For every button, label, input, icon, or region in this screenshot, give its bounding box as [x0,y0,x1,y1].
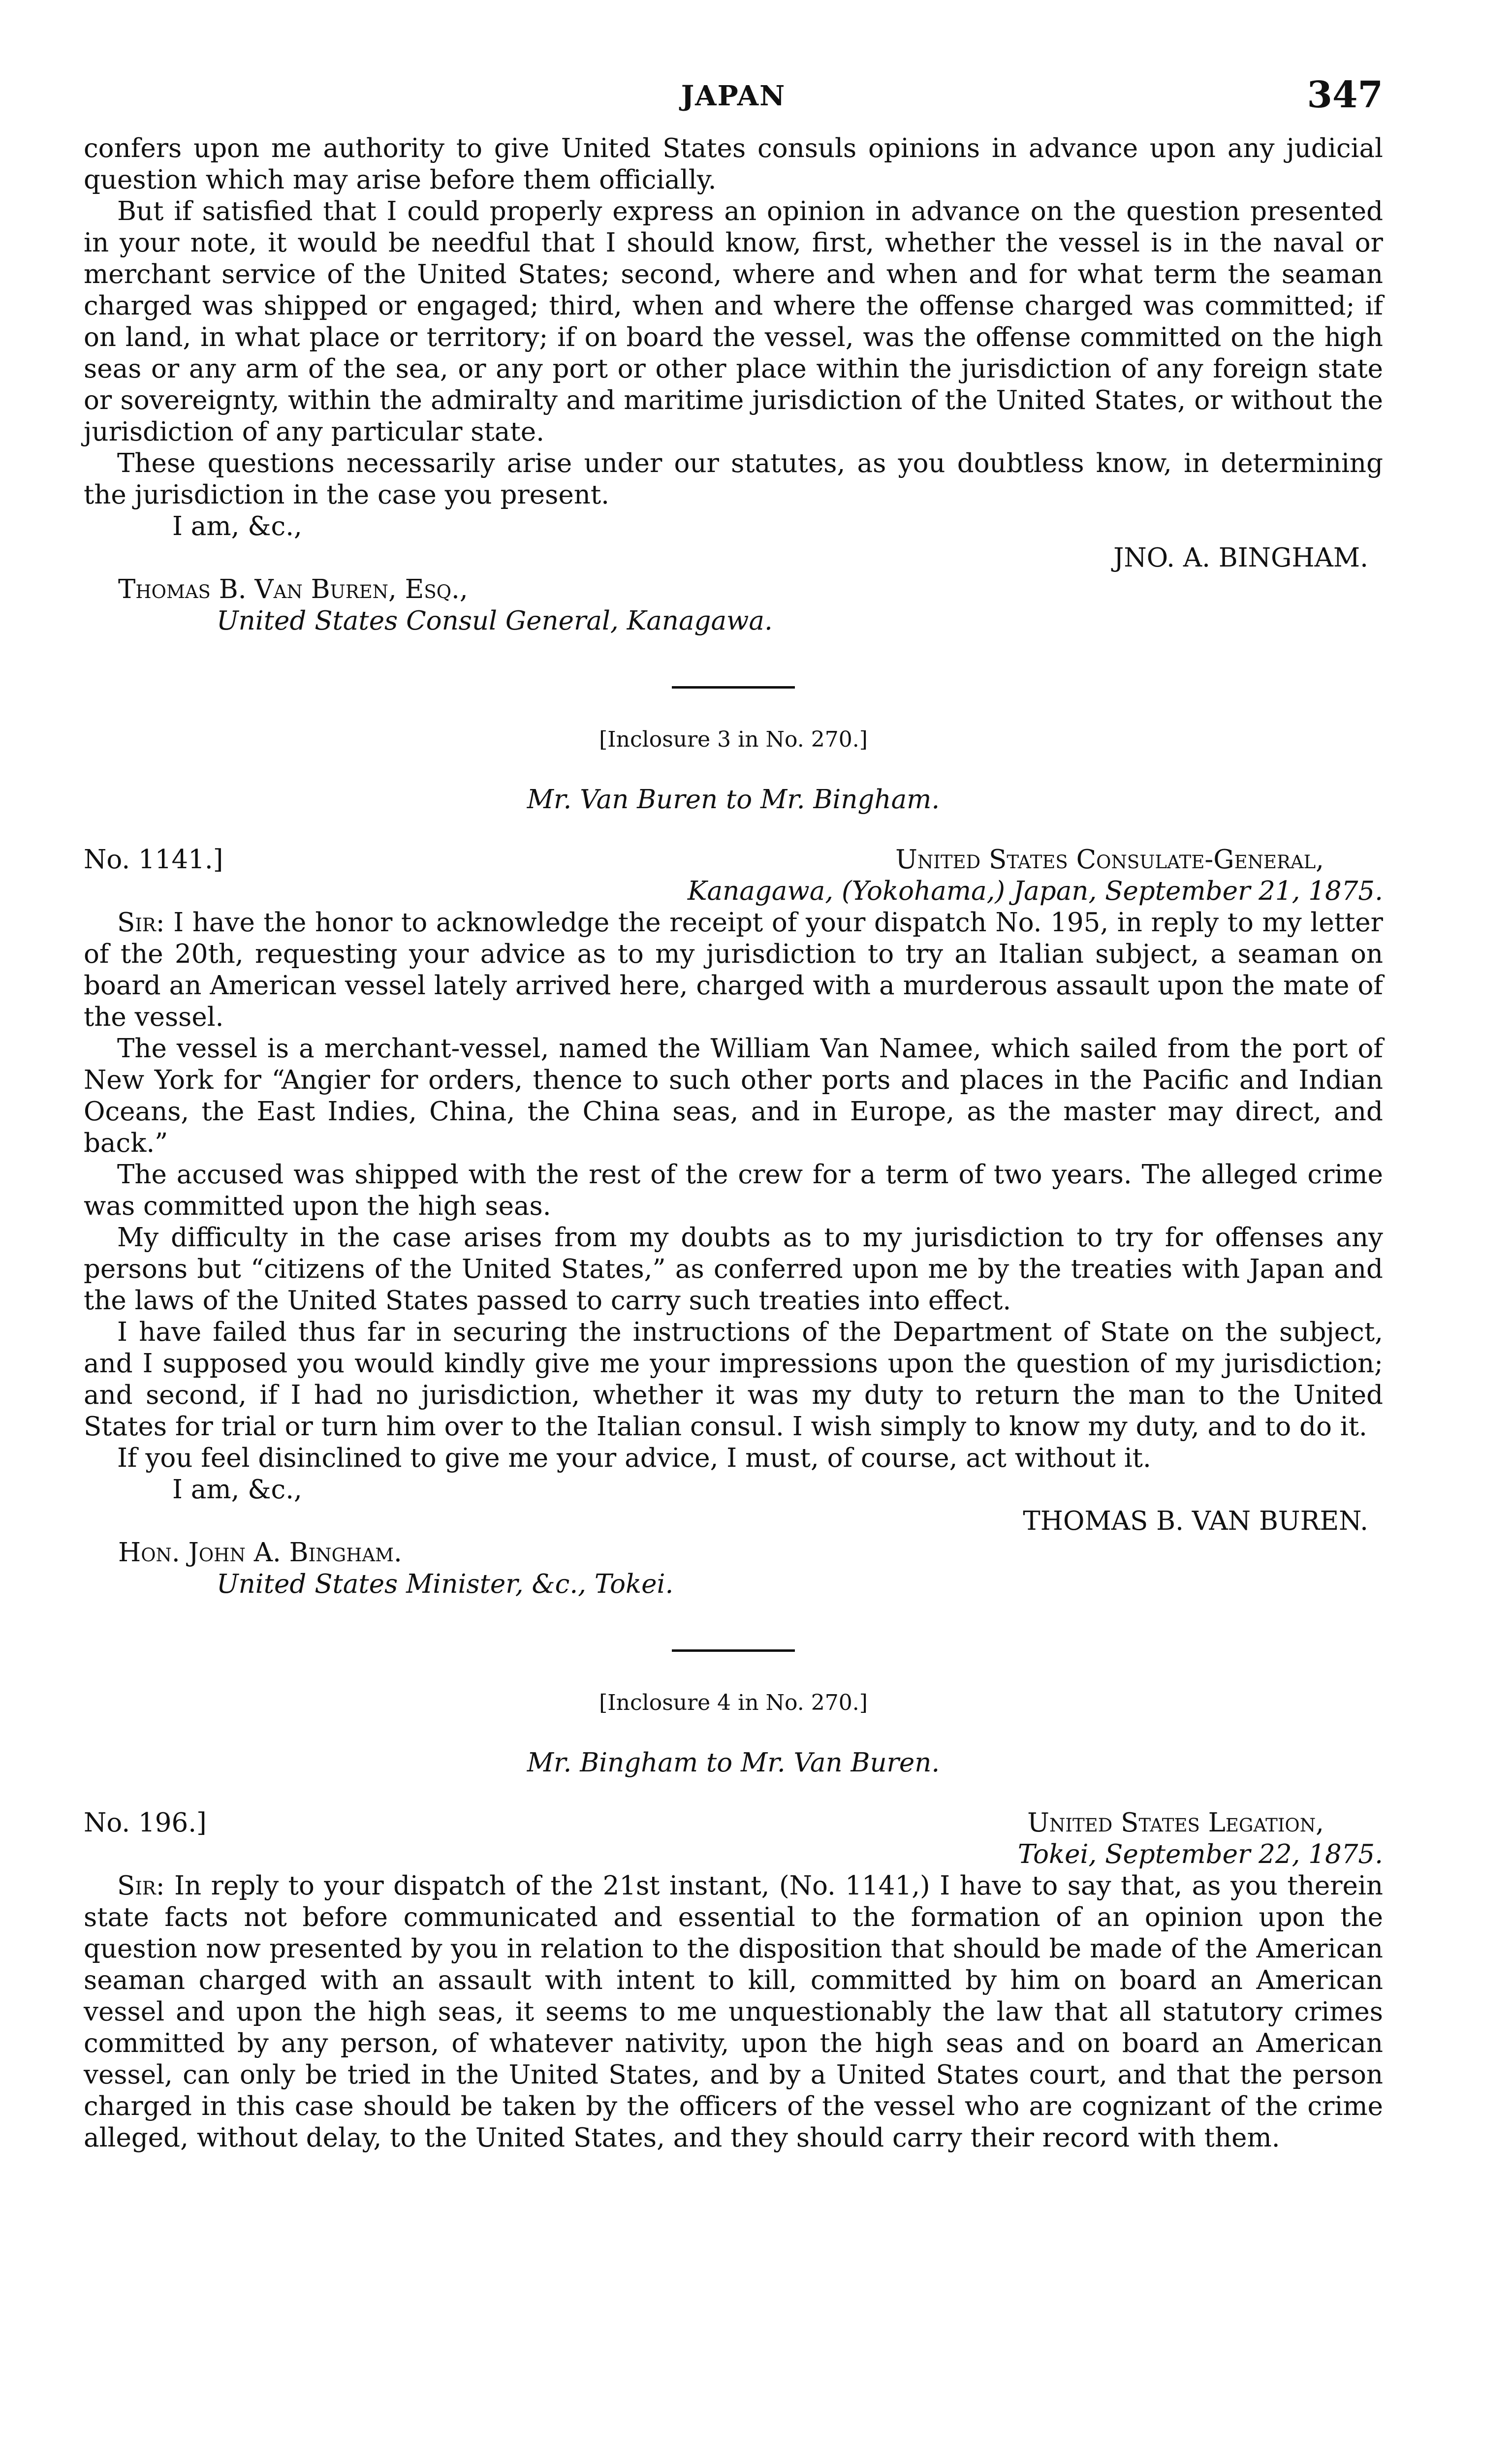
closing: I am, &c., [172,511,302,541]
addressee: Thomas B. Van Buren, Esq., [118,574,468,604]
document-page [84,74,1383,2154]
signature: THOMAS B. VAN BUREN. [1023,1506,1368,1536]
paragraph: The vessel is a merchant-vessel, named the William Van Namee, which sailed from the port of New York for “Angier for orders, thence to such other ports and places in the Pacific and Indian Oceans, the East Indies, China, the China seas, and in Europe, as the master may direct, and back.” [84,1034,1383,1158]
paragraph: confers upon me authority to give United States consuls opinions in advance upon any judicial question which may arise before them officially. [84,133,1383,195]
dateline [84,1807,1383,1870]
running-title: JAPAN [681,80,786,112]
dispatch-number: No. 1141.] [84,845,223,875]
paragraph: My difficulty in the case arises from my doubts as to my jurisdiction to try for offenses any persons but “citizens of the United States,” as conferred upon me by the treaties with Japan and the laws of the United States passed to carry such treaties into effect. [84,1223,1383,1316]
section-divider [672,1649,795,1652]
office-name: United States Consulate-General, [895,845,1324,875]
paragraph: These questions necessarily arise under our statutes, as you doubtless know, in determining the jurisdiction in the case you present. [84,448,1383,510]
addressee-title: United States Consul General, Kanagawa. [217,606,773,636]
salutation: Sir: [117,1871,165,1901]
page-header [84,74,1383,133]
office-name: United States Legation, [1027,1808,1324,1838]
letter-title: Mr. Van Buren to Mr. Bingham. [527,785,940,815]
inclosure-4 [84,1690,1383,2154]
signature: JNO. A. BINGHAM. [1113,543,1368,573]
addressee: Hon. John A. Bingham. [118,1538,402,1568]
dispatch-number: No. 196.] [84,1808,207,1838]
inclosure-label: [Inclosure 3 in No. 270.] [599,727,868,752]
paragraph: If you feel disinclined to give me your advice, I must, of course, act without it. [117,1443,1151,1473]
salutation: Sir: [117,908,165,938]
inclosure-label: [Inclosure 4 in No. 270.] [599,1690,868,1715]
paragraph: I have failed thus far in securing the instructions of the Department of State on the subject, and I supposed you would kindly give me your impressions upon the question of my jurisdiction; and second, if I had no jurisdiction, whether it was my duty to return the man to the United States for trial or turn him over to the Italian consul. I wish simply to know my duty, and to do it. [84,1317,1383,1442]
dateline [84,844,1383,907]
paragraph: But if satisfied that I could properly express an opinion in advance on the question presented in your note, it would be needful that I should know, first, whether the vessel is in the naval or merchant service of the United States; second, where and when and for what term the seaman charged was shipped or engaged; third, when and where the offense charged was committed; if on land, in what place or territory; if on board the vessel, was the offense committed on the high seas or any arm of the sea, or any port or other place within the jurisdiction of any foreign state or sovereignty, within the admiralty and maritime jurisdiction of the United States, or without the jurisdiction of any particular state. [84,196,1383,447]
letter-title: Mr. Bingham to Mr. Van Buren. [527,1748,940,1778]
page-number: 347 [1307,74,1383,116]
letter-bingham-continuation [84,133,1383,637]
place-date: Tokei, September 22, 1875. [1017,1839,1383,1869]
addressee-title: United States Minister, &c., Tokei. [217,1569,674,1599]
paragraph: The accused was shipped with the rest of the crew for a term of two years. The alleged crime was committed upon the high seas. [84,1160,1383,1221]
place-date: Kanagawa, (Yokohama,) Japan, September 21, 1875. [687,876,1383,906]
closing: I am, &c., [172,1475,302,1505]
section-divider [672,686,795,689]
inclosure-3 [84,727,1383,1600]
paragraph-text: In reply to your dispatch of the 21st instant, (No. 1141,) I have to say that, as you therein state facts not before communicated and essential to the formation of an opinion upon the question now presented by you in relation to the disposition that should be made of the American seaman charged with an assault with intent to kill, committed by him on board an American vessel and upon the high seas, it seems to me unquestionably the law that all statutory crimes committed by any person, of whatever nativity, upon the high seas and on board an American vessel, can only be tried in the United States, and by a United States court, and that the person charged in this case should be taken by the officers of the vessel who are cognizant of the crime alleged, without delay, to the United States, and they should carry their record with them. [84,1871,1383,2153]
paragraph-text: I have the honor to acknowledge the receipt of your dispatch No. 195, in reply to my letter of the 20th, requesting your advice as to my jurisdiction to try an Italian subject, a seaman on board an American vessel lately arrived here, charged with a murderous assault upon the mate of the vessel. [84,908,1383,1032]
